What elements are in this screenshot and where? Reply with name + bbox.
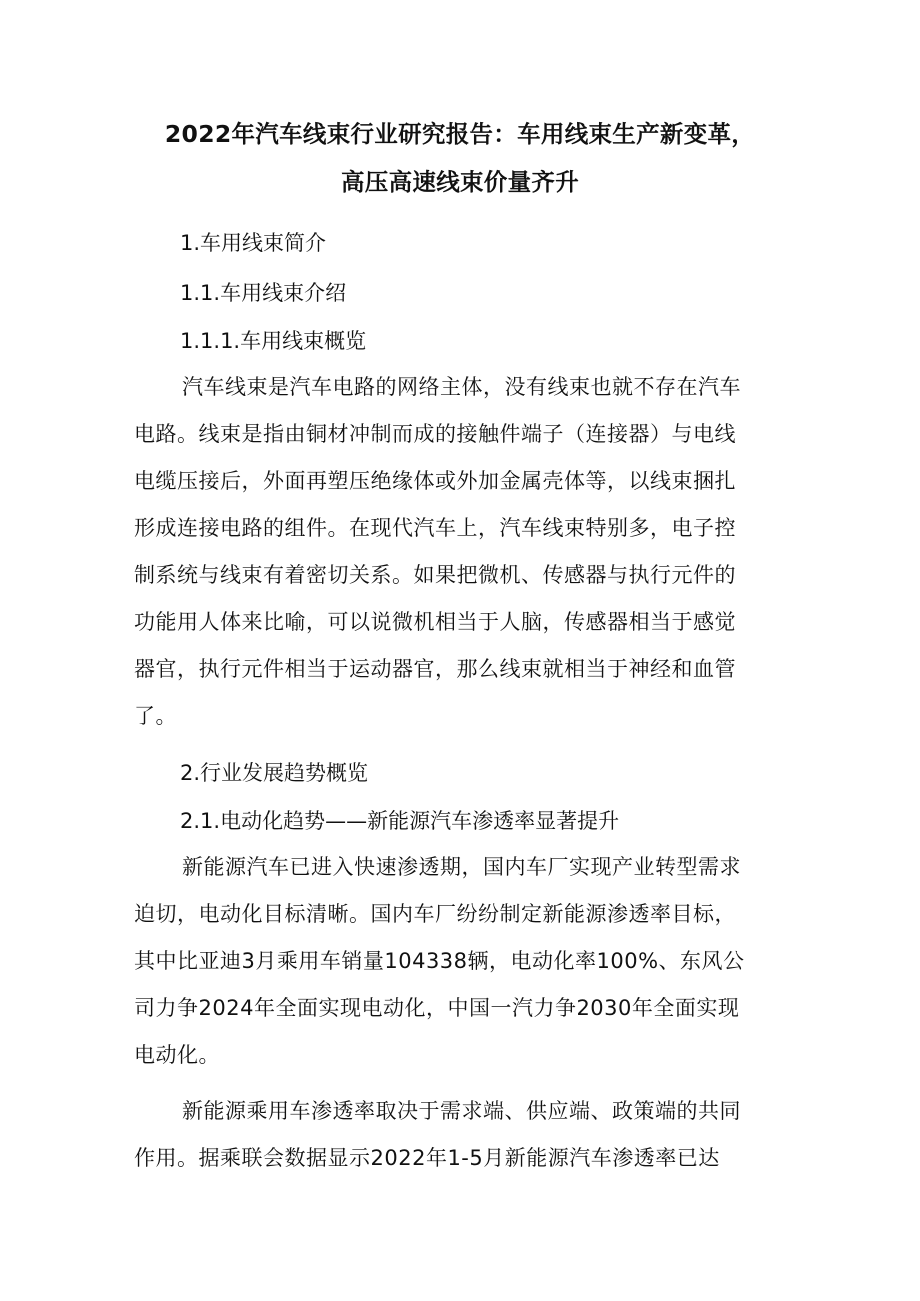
paragraph-line: 新能源汽车已进入快速渗透期，国内车厂实现产业转型需求	[182, 855, 741, 879]
paragraph-penetration-factors	[134, 1088, 794, 1182]
heading-2: 2.行业发展趋势概览	[180, 761, 369, 785]
paragraph-line: 司力争2024年全面实现电动化，中国一汽力争2030年全面实现	[134, 996, 740, 1020]
paragraph-ev-penetration	[134, 844, 794, 1079]
paragraph-line: 器官，执行元件相当于运动器官，那么线束就相当于神经和血管	[134, 657, 736, 681]
paragraph-line: 新能源乘用车渗透率取决于需求端、供应端、政策端的共同	[182, 1099, 741, 1123]
paragraph-line: 电动化。	[134, 1043, 220, 1067]
heading-1-1: 1.1.车用线束介绍	[180, 281, 347, 305]
paragraph-line: 汽车线束是汽车电路的网络主体，没有线束也就不存在汽车	[182, 375, 741, 399]
paragraph-line: 电路。线束是指由铜材冲制而成的接触件端子（连接器）与电线	[134, 422, 736, 446]
paragraph-wiring-overview	[134, 364, 794, 740]
title-line-1: 2022年汽车线束行业研究报告：车用线束生产新变革，	[164, 120, 756, 148]
paragraph-line: 其中比亚迪3月乘用车销量104338辆，电动化率100%、东风公	[134, 949, 745, 973]
paragraph-line: 制系统与线束有着密切关系。如果把微机、传感器与执行元件的	[134, 563, 736, 587]
paragraph-line: 迫切，电动化目标清晰。国内车厂纷纷制定新能源渗透率目标，	[134, 902, 736, 926]
heading-1-1-1: 1.1.1.车用线束概览	[180, 329, 367, 353]
paragraph-line: 作用。据乘联会数据显示2022年1-5月新能源汽车渗透率已达	[134, 1146, 720, 1170]
paragraph-line: 功能用人体来比喻，可以说微机相当于人脑，传感器相当于感觉	[134, 610, 736, 634]
paragraph-line: 电缆压接后，外面再塑压绝缘体或外加金属壳体等，以线束捆扎	[134, 469, 736, 493]
paragraph-line: 了。	[134, 704, 177, 728]
document-title	[130, 110, 790, 206]
title-line-2: 高压高速线束价量齐升	[341, 168, 579, 196]
heading-1: 1.车用线束简介	[180, 231, 327, 255]
heading-2-1: 2.1.电动化趋势——新能源汽车渗透率显著提升	[180, 809, 620, 833]
paragraph-line: 形成连接电路的组件。在现代汽车上，汽车线束特别多，电子控	[134, 516, 736, 540]
